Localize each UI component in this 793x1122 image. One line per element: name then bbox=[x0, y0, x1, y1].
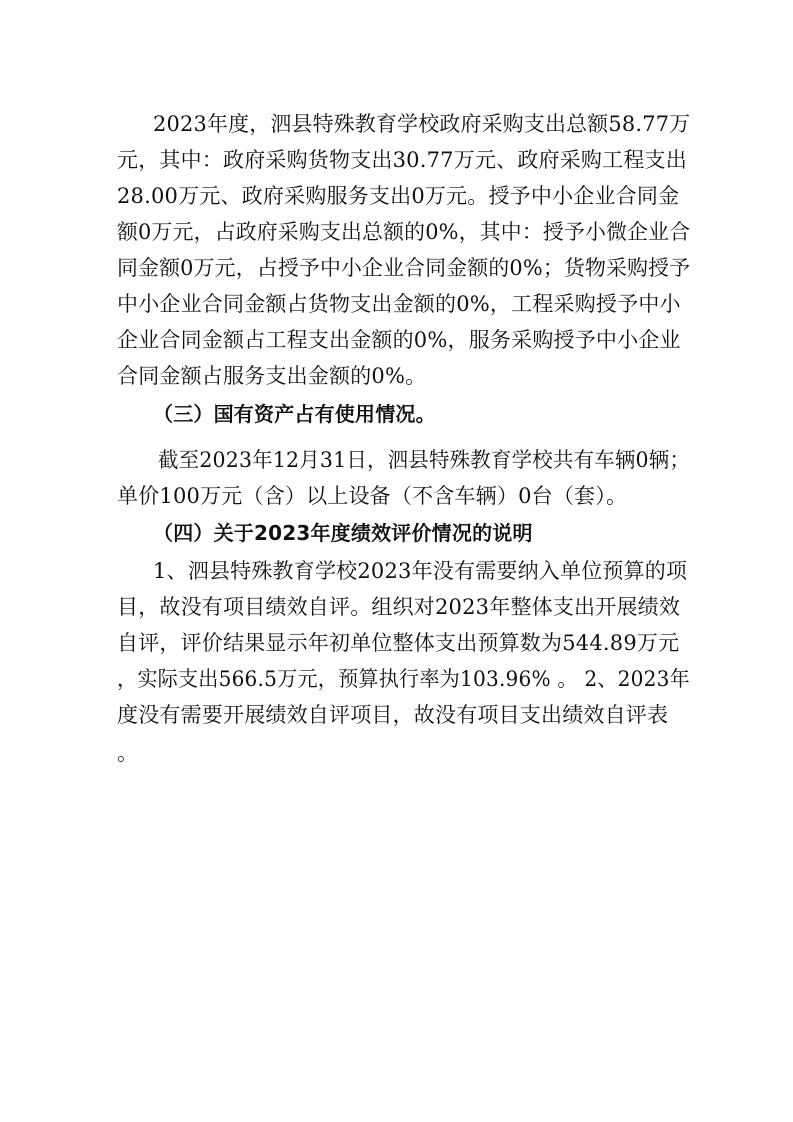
paragraph-procurement-line-5: 同金额0万元，占授予中小企业合同金额的0%；货物采购授予 bbox=[117, 256, 691, 280]
section-heading-performance: （四）关于2023年度绩效评价情况的说明 bbox=[153, 521, 533, 545]
paragraph-procurement-line-8: 合同金额占服务支出金额的0%。 bbox=[117, 364, 427, 388]
paragraph-performance-line-4: ，实际支出566.5万元，预算执行率为103.96% 。 2、2023年 bbox=[117, 667, 690, 691]
paragraph-procurement-line-2: 元，其中：政府采购货物支出30.77万元、政府采购工程支出 bbox=[117, 148, 687, 172]
paragraph-assets-line-1: 截至2023年12月31日，泗县特殊教育学校共有车辆0辆； bbox=[158, 448, 691, 472]
paragraph-procurement-line-6: 中小企业合同金额占货物支出金额的0%，工程采购授予中小 bbox=[117, 292, 681, 316]
paragraph-procurement-line-4: 额0万元，占政府采购支出总额的0%，其中：授予小微企业合 bbox=[117, 220, 691, 244]
paragraph-procurement-line-3: 28.00万元、政府采购服务支出0万元。授予中小企业合同金 bbox=[117, 184, 680, 208]
paragraph-procurement-line-7: 企业合同金额占工程支出金额的0%，服务采购授予中小企业 bbox=[117, 328, 681, 352]
section-heading-assets: （三）国有资产占有使用情况。 bbox=[153, 402, 436, 426]
paragraph-performance-line-3: 自评，评价结果显示年初单位整体支出预算数为544.89万元 bbox=[117, 631, 680, 655]
paragraph-procurement-line-1: 2023年度，泗县特殊教育学校政府采购支出总额58.77万 bbox=[153, 112, 691, 136]
paragraph-performance-line-5: 度没有需要开展绩效自评项目，故没有项目支出绩效自评表 bbox=[117, 703, 669, 727]
paragraph-performance-line-1: 1、泗县特殊教育学校2023年没有需要纳入单位预算的项 bbox=[153, 559, 688, 583]
paragraph-performance-line-2: 目，故没有项目绩效自评。组织对2023年整体支出开展绩效 bbox=[117, 595, 681, 619]
paragraph-performance-line-6: 。 bbox=[117, 741, 139, 765]
paragraph-assets-line-2: 单价100万元（含）以上设备（不含车辆）0台（套）。 bbox=[117, 484, 628, 508]
